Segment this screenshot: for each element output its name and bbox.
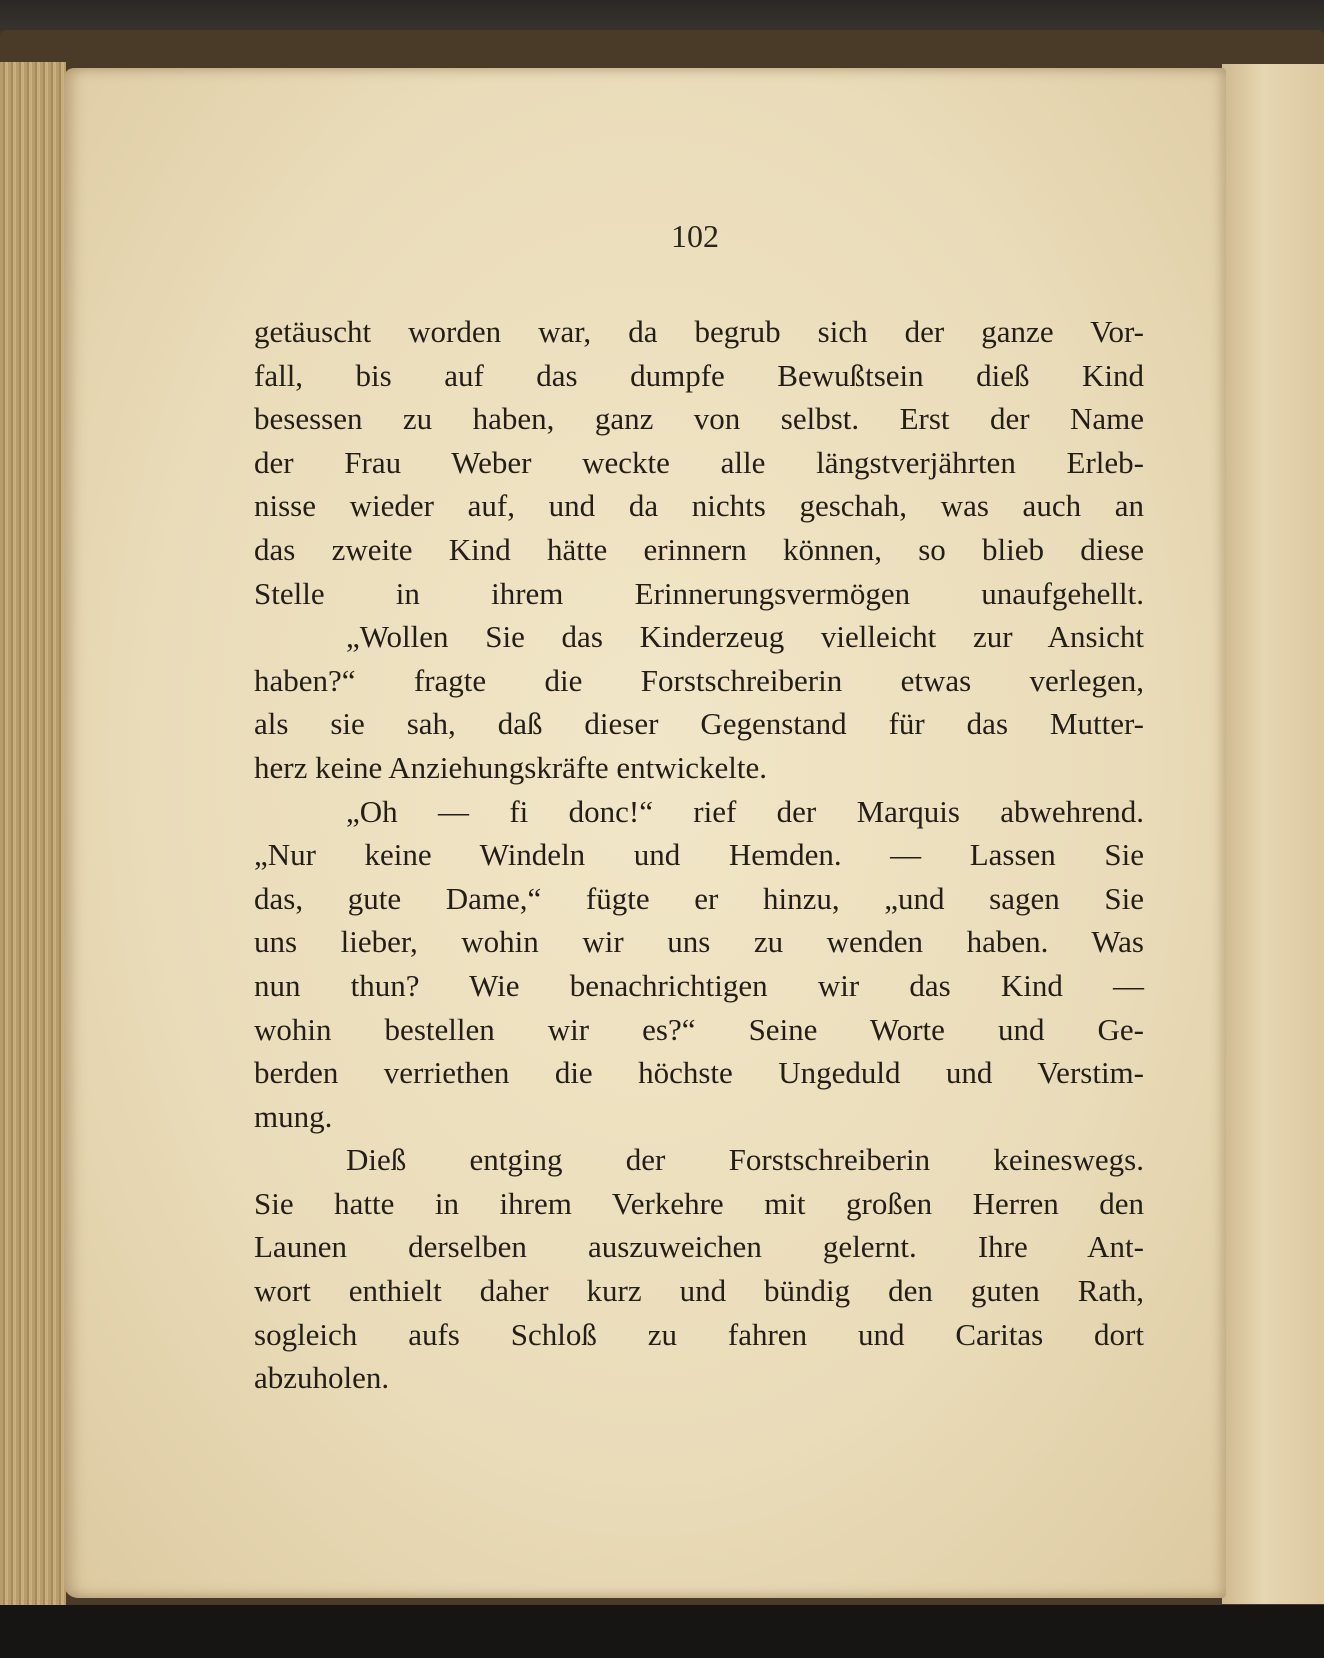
text-line: getäuscht worden war, da begrub sich der ganze Vor- <box>254 314 1144 349</box>
text-line: „Wollen Sie das Kinderzeug vielleicht zur Ansicht <box>346 619 1144 655</box>
text-line: uns lieber, wohin wir uns zu wenden haben. Was <box>254 924 1144 960</box>
text-line: nisse wieder auf, und da nichts geschah, was auch an <box>254 488 1144 524</box>
text-line: fall, bis auf das dumpfe Bewußtsein dieß Kind <box>254 357 1144 393</box>
text-line: wort enthielt daher kurz und bündig den guten Rath, <box>254 1273 1144 1309</box>
text-line: mung. <box>254 1098 333 1134</box>
body-text <box>254 310 1144 1400</box>
text-line: als sie sah, daß dieser Gegenstand für das Mutter- <box>254 706 1144 742</box>
text-line: Stelle in ihrem Erinnerungsvermögen unaufgehellt. <box>254 575 1144 611</box>
scan-background-bottom <box>0 1605 1324 1658</box>
text-line: „Oh — fi donc!“ rief der Marquis abwehrend. <box>346 793 1144 829</box>
text-line: das zweite Kind hätte erinnern können, so blieb diese <box>254 531 1144 567</box>
text-line: Dieß entging der Forstschreiberin keineswegs. <box>346 1142 1144 1178</box>
text-line: berden verriethen die höchste Ungeduld und Verstim- <box>254 1055 1144 1091</box>
facing-page <box>1222 64 1324 1604</box>
text-line: herz keine Anziehungskräfte entwickelte. <box>254 749 767 785</box>
page-number: 102 <box>671 218 719 254</box>
text-line: besessen zu haben, ganz von selbst. Erst der Name <box>254 401 1144 437</box>
page-stack-edge <box>0 62 66 1607</box>
text-line: „Nur keine Windeln und Hemden. — Lassen Sie <box>254 837 1144 873</box>
text-line: haben?“ fragte die Forstschreiberin etwas verlegen, <box>254 662 1144 698</box>
text-line: Launen derselben auszuweichen gelernt. Ihre Ant- <box>254 1229 1144 1265</box>
text-line: abzuholen. <box>254 1360 390 1396</box>
text-line: das, gute Dame,“ fügte er hinzu, „und sagen Sie <box>254 880 1144 916</box>
text-line: nun thun? Wie benachrichtigen wir das Kind — <box>254 967 1144 1003</box>
text-line: Sie hatte in ihrem Verkehre mit großen Herren den <box>254 1185 1144 1221</box>
text-line: wohin bestellen wir es?“ Seine Worte und Ge- <box>254 1011 1144 1047</box>
text-line: der Frau Weber weckte alle längstverjährten Erleb- <box>254 444 1144 480</box>
text-line: sogleich aufs Schloß zu fahren und Caritas dort <box>254 1316 1144 1352</box>
